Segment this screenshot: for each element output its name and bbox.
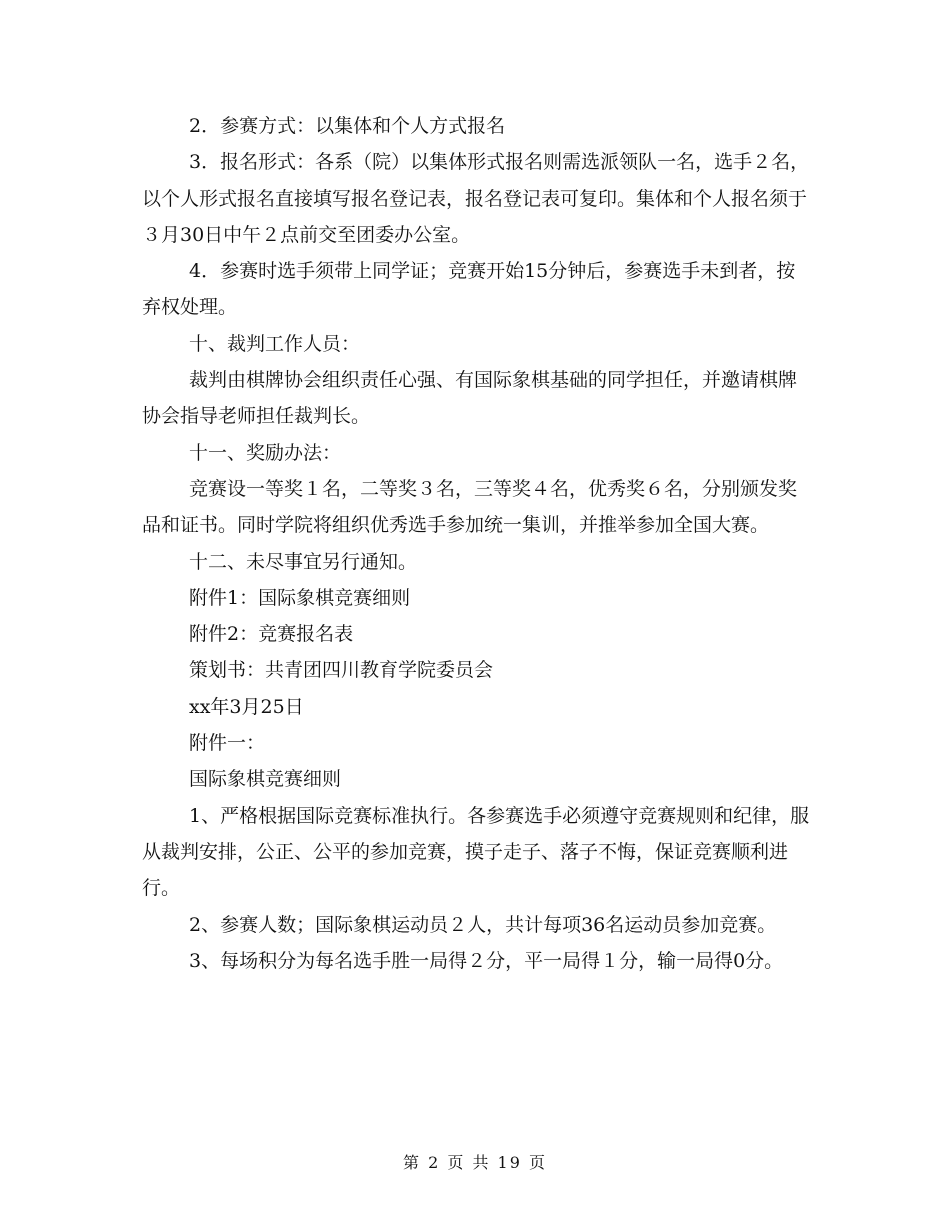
section-heading: 十一、奖励办法： — [189, 441, 342, 464]
rule-item: 2、参赛人数；国际象棋运动员２人，共计每项36名运动员参加竞赛。 — [189, 913, 777, 936]
paragraph: 2．参赛方式：以集体和个人方式报名 — [189, 115, 506, 137]
rule-item: 3、每场积分为每名选手胜一局得２分，平一局得１分，输一局得0分。 — [189, 949, 784, 972]
page-number-footer: 第 2 页 共 19 页 — [403, 1153, 547, 1172]
paragraph: 4．参赛时选手须带上同学证；竞赛开始15分钟后，参赛选手未到者，按弃权处理。 — [142, 260, 796, 319]
attachment-heading: 附件一： — [189, 732, 266, 755]
attachment-line: 附件1：国际象棋竞赛细则 — [189, 586, 411, 609]
date-line: xx年3月25日 — [189, 695, 304, 718]
document-body — [142, 108, 812, 979]
attachment-title: 国际象棋竞赛细则 — [189, 768, 342, 791]
paragraph: 竞赛设一等奖１名，二等奖３名，三等奖４名，优秀奖６名，分别颁发奖品和证书。同时学院将组织优秀选手参加统一集训，并推举参加全国大赛。 — [142, 477, 798, 537]
rule-item: 1、严格根据国际竞赛标准执行。各参赛选手必须遵守竞赛规则和纪律，服从裁判安排，公正、公平的参加竞赛，摸子走子、落子不悔，保证竞赛顺利进行。 — [142, 804, 810, 900]
section-heading: 十、裁判工作人员： — [189, 332, 361, 355]
attachment-line: 附件2：竞赛报名表 — [189, 623, 354, 646]
section-heading: 十二、未尽事宜另行通知。 — [189, 550, 418, 573]
signature-line: 策划书：共青团四川教育学院委员会 — [189, 659, 494, 682]
paragraph: 裁判由棋牌协会组织责任心强、有国际象棋基础的同学担任，并邀请棋牌协会指导老师担任裁判长。 — [142, 369, 798, 428]
paragraph: 3．报名形式：各系（院）以集体形式报名则需选派领队一名，选手２名，以个人形式报名直接填写报名登记表，报名登记表可复印。集体和个人报名须于３月30日中午２点前交至团委办公室。 — [142, 151, 810, 246]
